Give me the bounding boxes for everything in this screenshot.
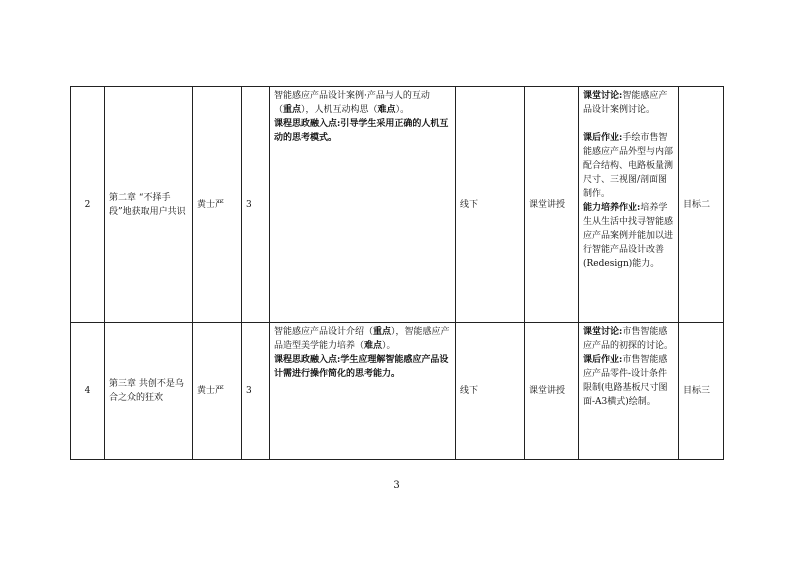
content-cell [270,323,456,460]
activities-cell [579,323,679,460]
ideological-point: 课程思政融入点:引导学生采用正确的人机互动的思考模式。 [274,119,449,143]
method-cell: 课堂讲授 [525,87,579,323]
ideological-point: 课程思政融入点:学生应理解智能感应产品设计需进行操作简化的思考能力。 [274,355,449,379]
mode-cell: 线下 [456,87,525,323]
row-number-cell: 4 [71,323,105,460]
teacher-cell: 黄士严 [193,323,242,460]
content-line: （重点），人机互动构思（难点）。 [274,105,410,115]
page-number: 3 [393,480,400,491]
difficult-point-label: 难点 [377,105,396,115]
goal-cell: 目标二 [679,87,724,323]
mode-cell: 线下 [456,323,525,460]
discussion-item: 课堂讨论:智能感应产品设计案例讨论。 [583,91,668,115]
chapter-cell: 第二章 “不择手段”地获取用户共识 [105,87,193,323]
teacher-cell: 黄士严 [193,87,242,323]
content-cell [270,87,456,323]
ability-item: 能力培养作业:培养学生从生活中找寻智能感应产品案例并能加以进行智能产品设计改善(Redesign)能力。 [583,203,674,269]
content-line: 智能感应产品设计案例·产品与人的互动 [274,91,430,101]
activities-cell [579,87,679,323]
homework-item: 课后作业:市售智能感应产品零件-设计条件限制(电路基板尺寸图面-A3横式)绘制。 [583,355,668,407]
content-line: 智能感应产品设计介绍（重点），智能感应产品造型美学能力培养（难点）。 [274,327,450,351]
course-schedule-table [70,86,724,460]
method-cell: 课堂讲授 [525,323,579,460]
chapter-cell: 第三章 共创不是乌合之众的狂欢 [105,323,193,460]
discussion-item: 课堂讨论:市售智能感应产品的初探的讨论。 [583,327,674,351]
difficult-point-label: 难点 [364,341,383,351]
hours-cell: 3 [242,87,270,323]
hours-cell: 3 [242,323,270,460]
table-row [71,87,724,323]
row-number-cell: 2 [71,87,105,323]
key-point-label: 重点 [373,327,392,337]
homework-item: 课后作业:手绘市售智能感应产品外型与内部配合结构、电路板量测尺寸、三视图/剖面图制作。 [583,133,674,199]
table-row [71,323,724,460]
key-point-label: 重点 [283,105,302,115]
goal-cell: 目标三 [679,323,724,460]
